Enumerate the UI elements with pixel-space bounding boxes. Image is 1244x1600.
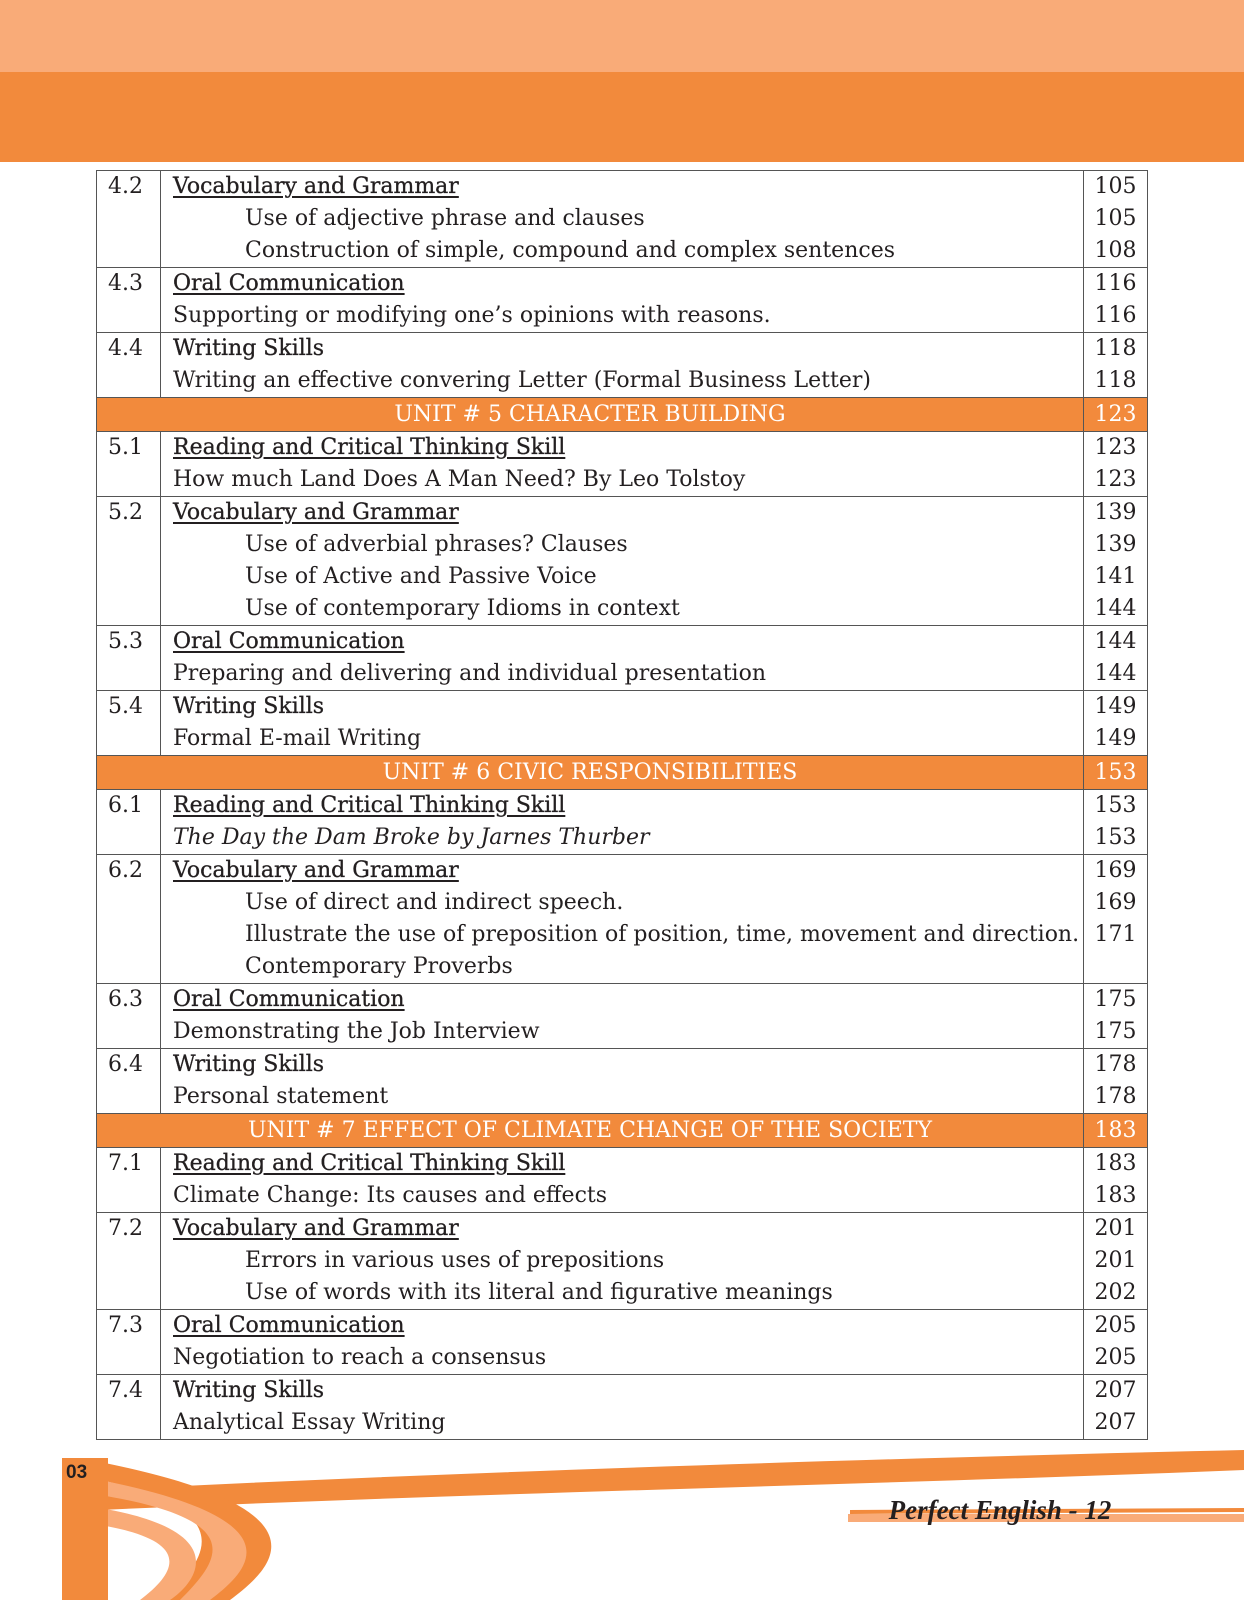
header-band-light [0, 0, 1244, 72]
page-ref: 141 [1084, 561, 1148, 593]
page-ref [1084, 951, 1148, 984]
section-number [97, 1407, 161, 1440]
topic-text: Use of direct and indirect speech. [161, 887, 1084, 919]
table-row [97, 300, 1148, 333]
table-row [97, 333, 1148, 366]
header-band-dark [0, 72, 1244, 162]
page-ref: 149 [1084, 691, 1148, 724]
table-row [97, 1213, 1148, 1246]
section-number [97, 1081, 161, 1114]
table-row [97, 268, 1148, 301]
topic-text: Preparing and delivering and individual presentation [161, 658, 1084, 691]
page-ref: 202 [1084, 1277, 1148, 1310]
table-row [97, 464, 1148, 497]
page-ref: 169 [1084, 887, 1148, 919]
page-ref: 201 [1084, 1213, 1148, 1246]
topic-text: Writing an effective convering Letter (Formal Business Letter) [161, 365, 1084, 398]
table-row [97, 1049, 1148, 1082]
table-row [97, 529, 1148, 561]
section-number: 6.2 [97, 855, 161, 888]
topic-text: Climate Change: Its causes and effects [161, 1180, 1084, 1213]
section-number [97, 300, 161, 333]
page-ref: 139 [1084, 529, 1148, 561]
topic-text: Illustrate the use of preposition of position, time, movement and direction. [161, 919, 1084, 951]
section-heading: Oral Communication [161, 984, 1084, 1017]
section-number [97, 235, 161, 268]
page-ref: 105 [1084, 171, 1148, 204]
section-number [97, 593, 161, 626]
section-heading: Vocabulary and Grammar [161, 497, 1084, 530]
table-row [97, 593, 1148, 626]
section-heading: Writing Skills [161, 691, 1084, 724]
table-row [97, 1148, 1148, 1181]
section-number [97, 529, 161, 561]
page-ref: 205 [1084, 1342, 1148, 1375]
page-ref: 116 [1084, 300, 1148, 333]
section-number [97, 365, 161, 398]
unit-header-row [97, 398, 1148, 432]
unit-title: UNIT # 5 CHARACTER BUILDING [97, 398, 1084, 432]
section-number: 7.4 [97, 1375, 161, 1408]
section-heading: Oral Communication [161, 1310, 1084, 1343]
table-row [97, 790, 1148, 823]
table-row [97, 561, 1148, 593]
table-row [97, 365, 1148, 398]
section-heading: Writing Skills [161, 1375, 1084, 1408]
topic-text: Use of adjective phrase and clauses [161, 203, 1084, 235]
topic-text: Use of adverbial phrases? Clauses [161, 529, 1084, 561]
table-row [97, 171, 1148, 204]
section-number: 6.3 [97, 984, 161, 1017]
section-number: 6.1 [97, 790, 161, 823]
section-heading: Vocabulary and Grammar [161, 171, 1084, 204]
table-row [97, 497, 1148, 530]
page-ref: 153 [1084, 790, 1148, 823]
table-row [97, 919, 1148, 951]
section-number [97, 1016, 161, 1049]
unit-header-row [97, 756, 1148, 790]
header-torn-edge [0, 150, 1244, 166]
table-row [97, 723, 1148, 756]
unit-header-row [97, 1114, 1148, 1148]
section-number: 7.1 [97, 1148, 161, 1181]
topic-text: Errors in various uses of prepositions [161, 1245, 1084, 1277]
section-number [97, 464, 161, 497]
page-ref: 183 [1084, 1180, 1148, 1213]
page-ref: 144 [1084, 658, 1148, 691]
table-row [97, 1342, 1148, 1375]
page-ref: 105 [1084, 203, 1148, 235]
section-number [97, 723, 161, 756]
section-heading: Oral Communication [161, 268, 1084, 301]
page-ref: 153 [1084, 822, 1148, 855]
topic-text: Use of words with its literal and figurative meanings [161, 1277, 1084, 1310]
section-number [97, 203, 161, 235]
section-number [97, 1277, 161, 1310]
section-number: 5.4 [97, 691, 161, 724]
table-row [97, 235, 1148, 268]
unit-title: UNIT # 6 CIVIC RESPONSIBILITIES [97, 756, 1084, 790]
table-row [97, 1016, 1148, 1049]
table-row [97, 432, 1148, 465]
section-number [97, 822, 161, 855]
unit-page: 123 [1084, 398, 1148, 432]
topic-text: Personal statement [161, 1081, 1084, 1114]
topic-text: Supporting or modifying one’s opinions with reasons. [161, 300, 1084, 333]
table-row [97, 626, 1148, 659]
section-number [97, 951, 161, 984]
unit-page: 153 [1084, 756, 1148, 790]
table-row [97, 1407, 1148, 1440]
page-number: 03 [66, 1462, 88, 1483]
page-ref: 175 [1084, 984, 1148, 1017]
section-number: 4.3 [97, 268, 161, 301]
table-row [97, 1081, 1148, 1114]
table-row [97, 951, 1148, 984]
table-row [97, 691, 1148, 724]
section-number [97, 658, 161, 691]
page-ref: 123 [1084, 432, 1148, 465]
section-heading: Writing Skills [161, 1049, 1084, 1082]
section-heading: Vocabulary and Grammar [161, 855, 1084, 888]
table-row [97, 203, 1148, 235]
section-heading: Oral Communication [161, 626, 1084, 659]
page-ref: 144 [1084, 626, 1148, 659]
table-row [97, 658, 1148, 691]
book-title: Perfect English - 12 [888, 1495, 1112, 1525]
unit-page: 183 [1084, 1114, 1148, 1148]
topic-text: Formal E-mail Writing [161, 723, 1084, 756]
page-ref: 201 [1084, 1245, 1148, 1277]
table-row [97, 855, 1148, 888]
page-ref: 183 [1084, 1148, 1148, 1181]
page-ref: 123 [1084, 464, 1148, 497]
topic-text: Use of contemporary Idioms in context [161, 593, 1084, 626]
page-ref: 207 [1084, 1375, 1148, 1408]
section-heading: Vocabulary and Grammar [161, 1213, 1084, 1246]
page-ref: 118 [1084, 365, 1148, 398]
page-ref: 207 [1084, 1407, 1148, 1440]
contents-table [96, 170, 1148, 1440]
table-row [97, 1375, 1148, 1408]
page-ref: 116 [1084, 268, 1148, 301]
page-ref: 178 [1084, 1081, 1148, 1114]
topic-text: Analytical Essay Writing [161, 1407, 1084, 1440]
topic-text: How much Land Does A Man Need? By Leo Tolstoy [161, 464, 1084, 497]
section-number [97, 1180, 161, 1213]
section-number: 5.3 [97, 626, 161, 659]
section-number [97, 887, 161, 919]
page-ref: 139 [1084, 497, 1148, 530]
topic-text: Contemporary Proverbs [161, 951, 1084, 984]
unit-title: UNIT # 7 EFFECT OF CLIMATE CHANGE OF THE SOCIETY [97, 1114, 1084, 1148]
topic-text: Demonstrating the Job Interview [161, 1016, 1084, 1049]
section-heading: Reading and Critical Thinking Skill [161, 1148, 1084, 1181]
section-number: 5.1 [97, 432, 161, 465]
table-row [97, 1310, 1148, 1343]
table-row [97, 1277, 1148, 1310]
section-number [97, 919, 161, 951]
table-row [97, 887, 1148, 919]
section-number: 7.2 [97, 1213, 161, 1246]
page-ref: 175 [1084, 1016, 1148, 1049]
table-row [97, 1180, 1148, 1213]
table-row [97, 1245, 1148, 1277]
section-number [97, 1342, 161, 1375]
section-number: 5.2 [97, 497, 161, 530]
page-ref: 108 [1084, 235, 1148, 268]
section-number [97, 561, 161, 593]
topic-text: Use of Active and Passive Voice [161, 561, 1084, 593]
page-ref: 205 [1084, 1310, 1148, 1343]
section-number: 7.3 [97, 1310, 161, 1343]
section-number: 4.2 [97, 171, 161, 204]
topic-text: Negotiation to reach a consensus [161, 1342, 1084, 1375]
topic-text: The Day the Dam Broke by Jarnes Thurber [161, 822, 1084, 855]
section-number: 6.4 [97, 1049, 161, 1082]
page-ref: 169 [1084, 855, 1148, 888]
page-ref: 144 [1084, 593, 1148, 626]
section-number [97, 1245, 161, 1277]
page-ref: 171 [1084, 919, 1148, 951]
table-row [97, 822, 1148, 855]
table-row [97, 984, 1148, 1017]
page-ref: 149 [1084, 723, 1148, 756]
section-heading: Writing Skills [161, 333, 1084, 366]
section-heading: Reading and Critical Thinking Skill [161, 432, 1084, 465]
section-number: 4.4 [97, 333, 161, 366]
section-heading: Reading and Critical Thinking Skill [161, 790, 1084, 823]
page-ref: 118 [1084, 333, 1148, 366]
page-ref: 178 [1084, 1049, 1148, 1082]
topic-text: Construction of simple, compound and complex sentences [161, 235, 1084, 268]
